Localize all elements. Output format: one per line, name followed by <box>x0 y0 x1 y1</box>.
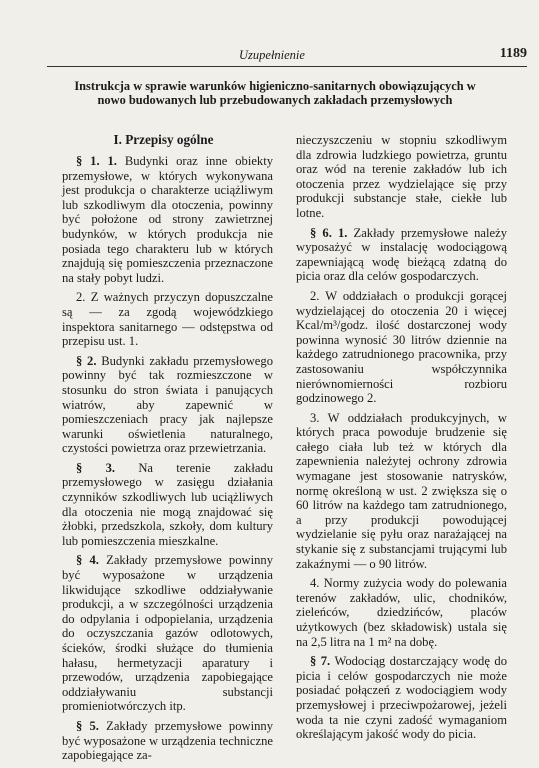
paragraph-5 <box>62 719 273 763</box>
paragraph-6-3 <box>296 411 507 572</box>
paragraph-mark: § 2. <box>76 353 97 368</box>
right-column <box>296 133 507 747</box>
paragraph-text: Budynki zakładu przemysłowego powinny być tak rozmieszczone w stosunku do stron świata i panujących wiatrów, aby zapewnić w pomieszczeniach pracy jak najlepsze warunki oświetlenia naturalnego, czystości powietrza oraz przewietrzania. <box>62 353 273 456</box>
paragraph-5-continuation: nieczyszczeniu w stopniu szkodliwym dla zdrowia ludzkiego powietrza, gruntu oraz wód na terenie zakładów lub ich otoczenia przez wydzielające się przy produkcji substancje stałe, ciekłe lub lotne. <box>296 133 507 220</box>
paragraph-6-4 <box>296 576 507 649</box>
page-number: 1189 <box>499 46 527 61</box>
paragraph-3 <box>62 461 273 549</box>
paragraph-text: 4. Normy zużycia wody do polewania terenów zakładów, ulic, chodników, zieleńców, dziedzińców, placów użytkowych (bez składowisk) ustala się na 2,5 litra na 1 m² na dobę. <box>296 576 507 649</box>
paragraph-text: Na terenie zakładu przemysłowego w zasięgu działania czynników szkodliwych lub uciążliwych dla otoczenia nie mogą znajdować się żłobki, przedszkola, szkoły, dom kultury lub pomieszczenia mieszkalne. <box>62 460 273 548</box>
paragraph-4 <box>62 553 273 714</box>
paragraph-6-2 <box>296 289 507 406</box>
paragraph-mark: § 7. <box>310 654 331 669</box>
paragraph-mark: § 4. <box>76 553 99 568</box>
paragraph-mark: § 5. <box>76 718 99 733</box>
paragraph-1-2 <box>62 290 273 348</box>
paragraph-1-1 <box>62 154 273 285</box>
paragraph-mark: § 6. 1. <box>310 225 348 240</box>
left-column <box>62 132 273 768</box>
paragraph-text: 2. Z ważnych przyczyn dopuszczalne są — za zgodą wojewódzkiego inspektora sanitarnego — odstępstwa od przepisu ust. 1. <box>62 290 273 349</box>
document-title: Instrukcja w sprawie warunków higieniczno-sanitarnych obowiązujących w nowo budowanych lub przebudowanych zakładach przemysłowych <box>74 79 476 107</box>
paragraph-text: Zakłady przemysłowe należy wyposażyć w instalację wodociągową zapewniającą wodę bieżącą zdatną do picia oraz dla celów gospodarczych. <box>296 225 507 284</box>
paragraph-text: 2. W oddziałach o produkcji gorącej wydzielającej do otoczenia 20 i więcej Kcal/m³/godz. ilość dostarczonej wody powinna wynosić 30 litrów dziennie na każdego zatrudnionego pracownika, przy zastosowaniu współczynnika nierównomierności rozbioru godzinowego 2. <box>296 288 507 406</box>
paragraph-6-1 <box>296 226 507 284</box>
paragraph-text: Wodociąg dostarczający wodę do picia i celów gospodarczych nie może posiadać połączeń z wodociągiem wody przemysłowej i przeciwpożarowej, jeżeli woda ta nie czyni zadość wymaganiom określającym jakość wody do picia. <box>296 654 507 742</box>
section-heading: I. Przepisy ogólne <box>113 132 214 147</box>
paragraph-mark: § 1. 1. <box>76 154 117 168</box>
paragraph-text: Budynki oraz inne obiekty przemysłowe, w których wykonywana jest produkcja o charakterze uciążliwym lub szkodliwym dla otoczenia, powinny być położone od strony zawietrznej budynków, w których produkcja nie posiada tego charakteru lub w których znajdują się pomieszczenia przeznaczone na stały pobyt ludzi. <box>62 154 273 285</box>
paragraph-text: Zakłady przemysłowe powinny być wyposażone w urządzenia techniczne zapobiegające za- <box>62 718 273 763</box>
paragraph-mark: § 3. <box>76 460 116 475</box>
paragraph-7 <box>296 654 507 742</box>
paragraph-text: Zakłady przemysłowe powinny być wyposażone w urządzenia likwidujące szkodliwe oddziaływanie produkcji, a w szczególności urządzenia do odpylania i odpopielania, urządzenia do oczyszczania gazów odlotowych, ścieków, środki służące do tłumienia hałasu, hermetyzacji aparatury i przewodów, urządzenia zapobiegające oddziaływaniu substancji promieniotwórczych itp. <box>62 553 273 714</box>
paragraph-2 <box>62 354 273 456</box>
running-header <box>47 48 527 67</box>
paragraph-text: 3. W oddziałach produkcyjnych, w których praca powoduje brudzenie się całego ciała lub też w których dla zapewnienia należytej ochrony zdrowia wymagane jest stosowanie natrysków, normę określoną w ust. 2 zwiększa się o 60 litrów na każdego tam zatrudnionego, a przy produkcji powodującej wydzielanie się pyłu oraz narażającej na stykanie się z substancjami trującymi lub zakaźnymi — o 90 litrów. <box>296 410 507 571</box>
running-title: Uzupełnienie <box>239 48 305 62</box>
